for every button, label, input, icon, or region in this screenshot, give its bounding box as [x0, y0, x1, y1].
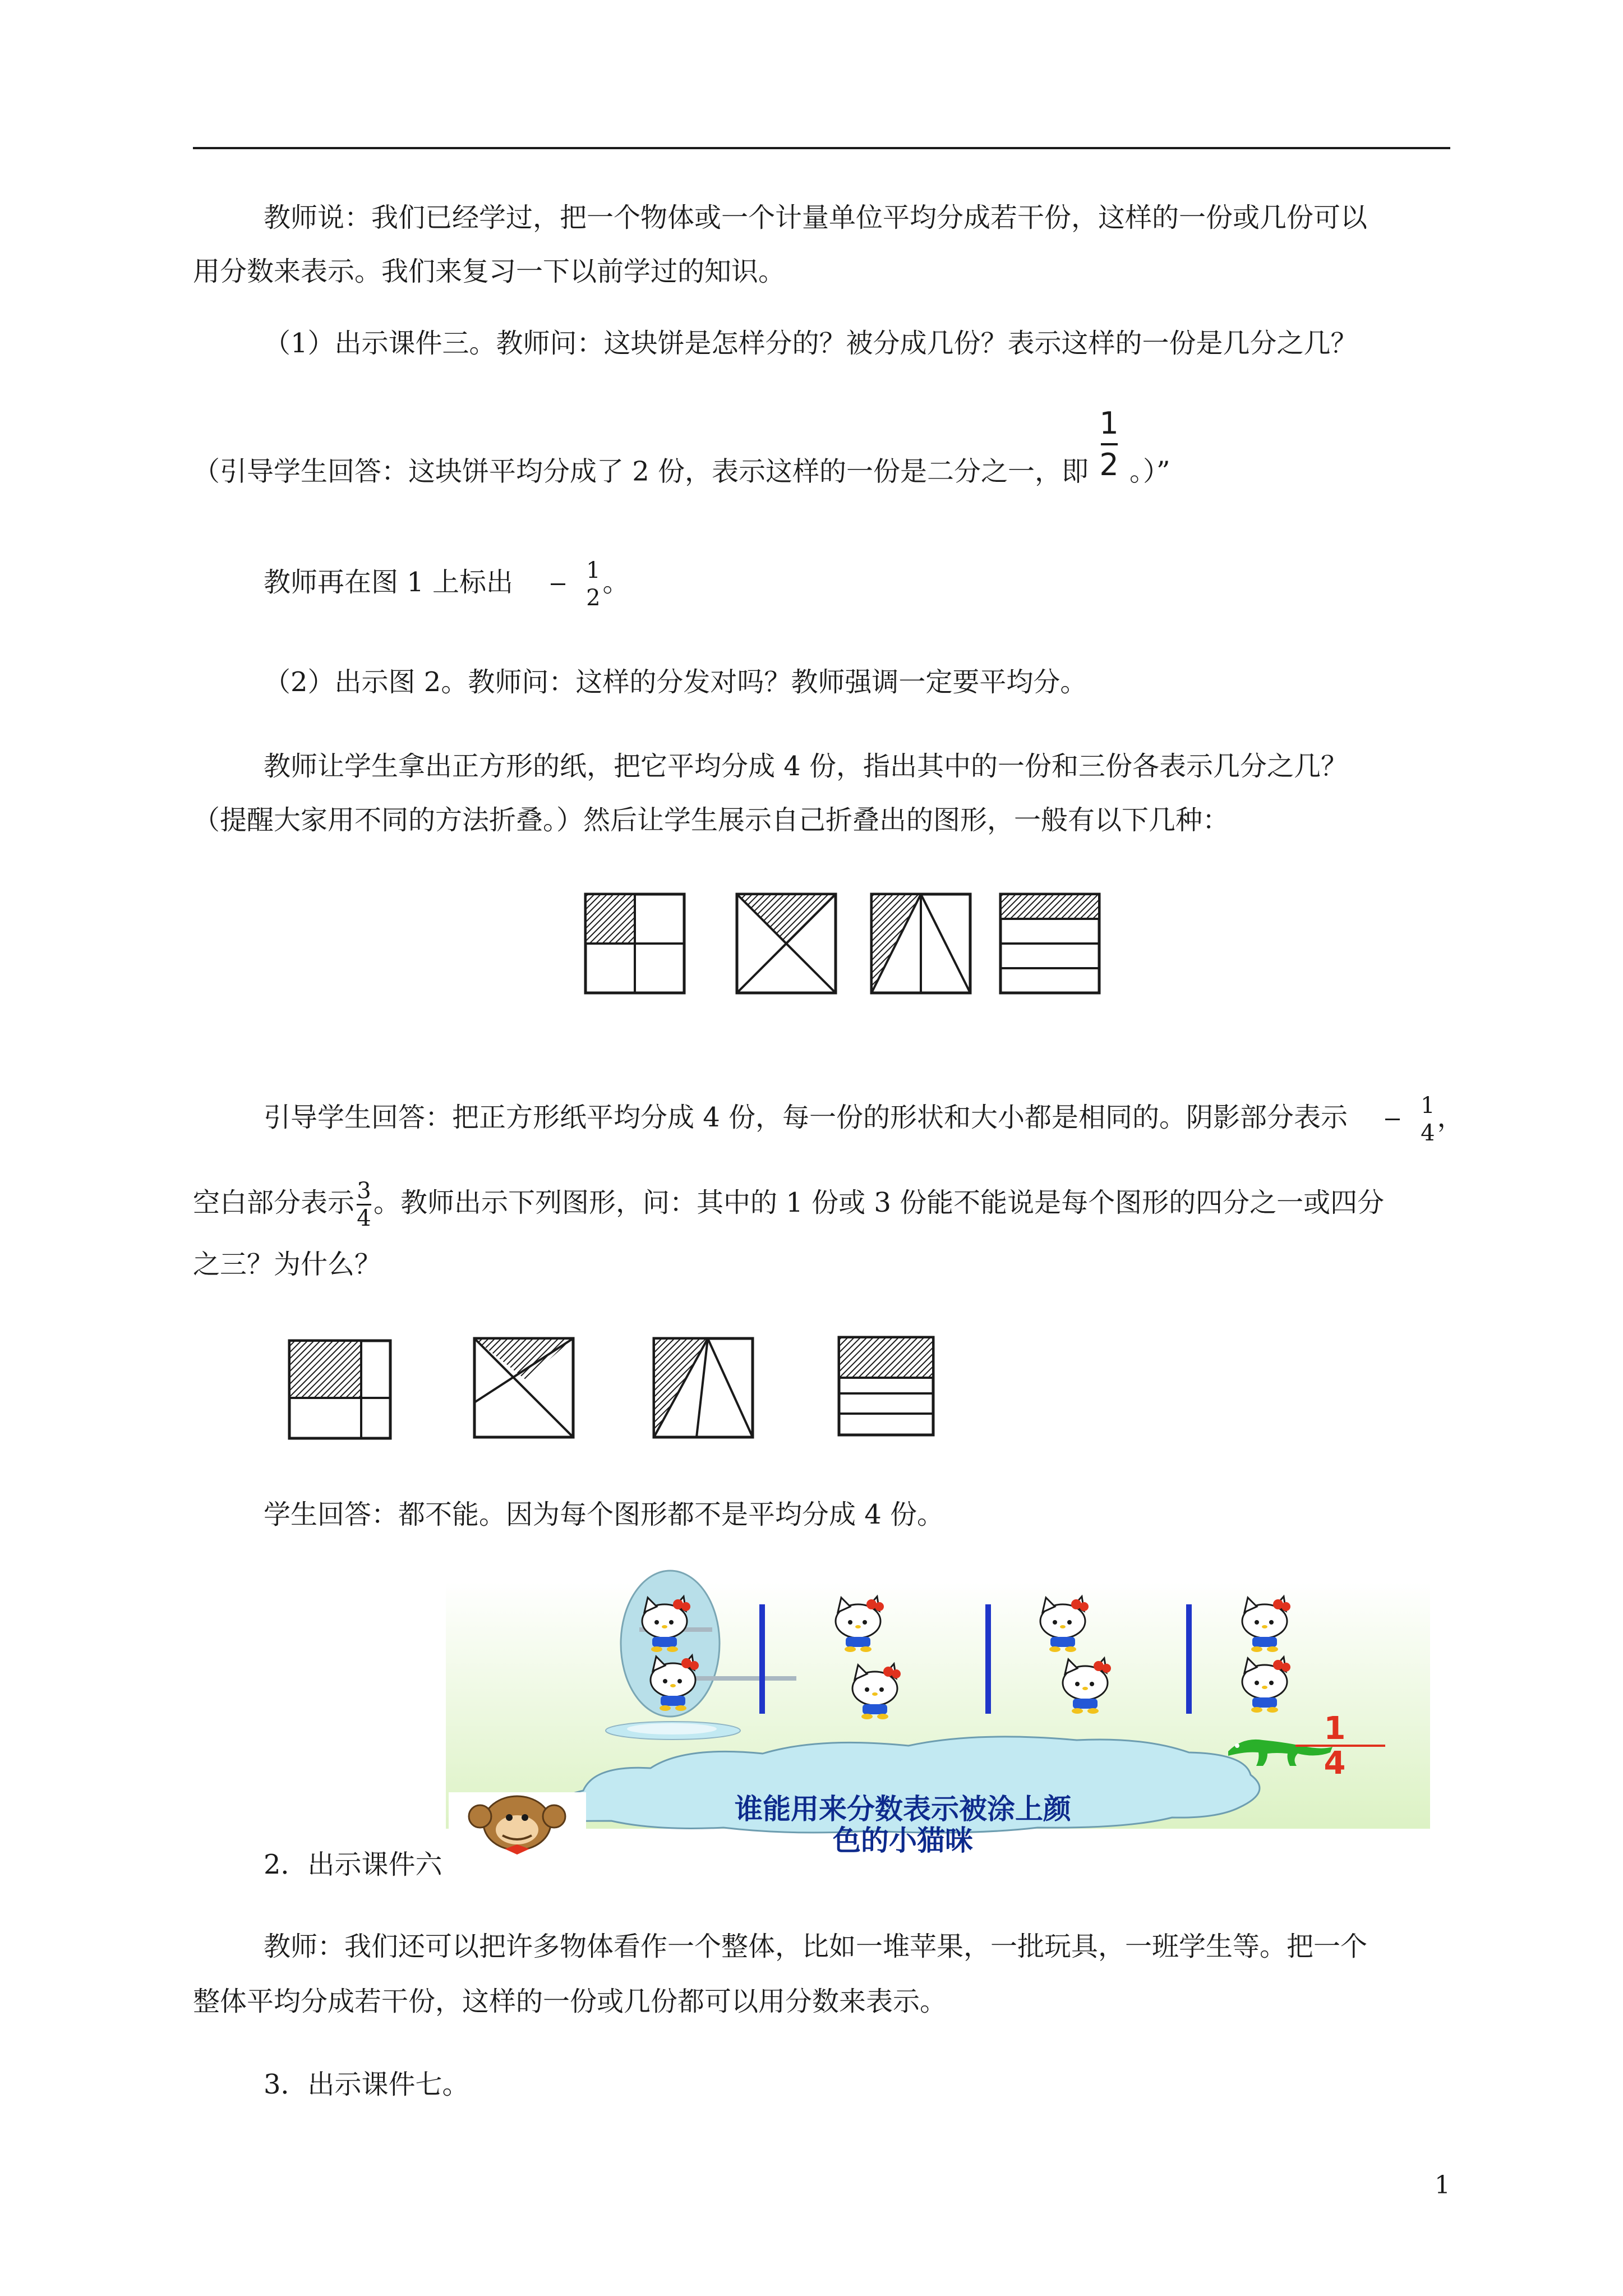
group-divider-3: [1186, 1604, 1192, 1714]
fraction-numerator: 1: [1099, 406, 1119, 441]
blank-part-tail: 。教师出示下列图形，问：其中的 1 份或 3 份能不能说是每个图形的四分之一或四分: [374, 1187, 1385, 1218]
mark-half-tail: 。: [602, 567, 630, 598]
courseware-fraction-denominator: 4: [1324, 1745, 1346, 1782]
paragraph-courseware-seven: 3．出示课件七。: [264, 2069, 469, 2100]
paragraph-fold-line2: （提醒大家用不同的方法折叠。）然后让学生展示自己折叠出的图形，一般有以下几种：: [193, 804, 1230, 836]
group-divider-1: [759, 1604, 765, 1714]
fraction-numerator: 3: [357, 1178, 371, 1204]
paragraph-fold-line1: 教师让学生拿出正方形的纸，把它平均分成 4 份，指出其中的一份和三份各表示几分之几？: [264, 751, 1348, 782]
fraction-denominator: 2: [1099, 447, 1119, 482]
paragraph-why: 之三？为什么？: [193, 1249, 382, 1280]
fraction-denominator: 4: [1421, 1120, 1435, 1146]
paragraph-courseware-six: 2．出示课件六: [264, 1849, 442, 1880]
group-divider-2: [985, 1604, 991, 1714]
paragraph-intro-line1: 教师说：我们已经学过，把一个物体或一个计量单位平均分成若干份，这样的一份或几份可以: [264, 202, 1368, 233]
guide-quarter-text: 引导学生回答：把正方形纸平均分成 4 份，每一份的形状和大小都是相同的。阴影部分表示: [264, 1102, 1348, 1133]
fraction-numerator: 1: [586, 558, 601, 583]
fraction-numerator: 1: [1421, 1093, 1435, 1119]
fraction-denominator: 2: [586, 585, 601, 611]
paragraph-intro-line2: 用分数来表示。我们来复习一下以前学过的知识。: [193, 256, 786, 287]
cloud-text-line2: 色的小猫咪: [833, 1824, 973, 1857]
paragraph-student-answer: 学生回答：都不能。因为每个图形都不是平均分成 4 份。: [264, 1499, 944, 1530]
blank-part-text: 空白部分表示: [193, 1187, 355, 1218]
paragraph-question-1: （1）出示课件三。教师问：这块饼是怎样分的？被分成几份？表示这样的一份是几分之几？: [264, 328, 1358, 359]
courseware-fraction-numerator: 1: [1324, 1710, 1346, 1747]
guide-answer-tail: 。）”: [1129, 455, 1170, 487]
paragraph-whole-line2: 整体平均分成若干份，这样的一份或几份都可以用分数来表示。: [193, 1986, 947, 2017]
fraction-denominator: 4: [357, 1205, 371, 1231]
cloud-text-line1: 谁能用来分数表示被涂上颜: [735, 1793, 1071, 1825]
courseware-shadow-oval-inner: [627, 1723, 717, 1734]
paragraph-whole-line1: 教师：我们还可以把许多物体看作一个整体，比如一堆苹果，一批玩具，一班学生等。把一个: [264, 1931, 1368, 1962]
page-number: 1: [1435, 2171, 1450, 2200]
guide-quarter-tail: ，: [1437, 1102, 1464, 1133]
paragraph-question-2: （2）出示图 2。教师问：这样的分发对吗？教师强调一定要平均分。: [264, 666, 1087, 698]
guide-answer-text: （引导学生回答：这块饼平均分成了 2 份，表示这样的一份是二分之一，即: [193, 455, 1089, 487]
mark-half-text: 教师再在图 1 上标出: [264, 567, 514, 598]
